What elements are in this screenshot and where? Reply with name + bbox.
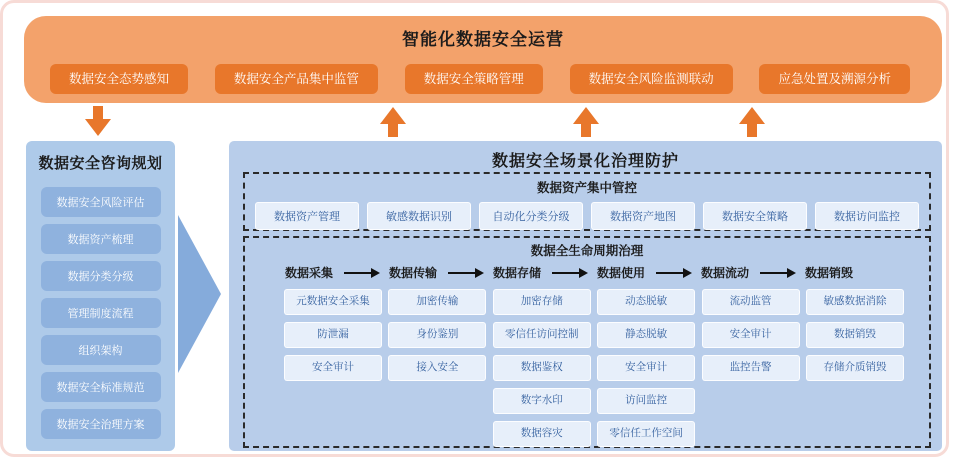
consulting-item: 数据安全治理方案 (41, 409, 161, 439)
governance-panel-title: 数据安全场景化治理防护 (491, 153, 679, 170)
asset-control-item: 数据资产地图 (591, 202, 695, 230)
capability-pill: 数据安全态势感知 (50, 64, 188, 94)
capability-pill: 数据安全策略管理 (405, 64, 543, 94)
asset-control-item: 敏感数据识别 (367, 202, 471, 230)
consulting-item: 组织架构 (41, 335, 161, 365)
lifecycle-item: 零信任访问控制 (493, 322, 591, 348)
lifecycle-columns (245, 281, 929, 447)
lifecycle-item: 监控告警 (702, 355, 800, 381)
lifecycle-item: 加密存储 (493, 289, 591, 315)
asset-control-item: 数据访问监控 (815, 202, 919, 230)
lifecycle-title: 数据全生命周期治理 (530, 244, 644, 258)
asset-control-item: 数据安全策略 (703, 202, 807, 230)
lifecycle-item: 数据销毁 (806, 322, 904, 348)
lifecycle-item: 访问监控 (597, 388, 695, 414)
consulting-items (26, 187, 175, 439)
capability-pill: 数据安全产品集中监管 (215, 64, 378, 94)
lifecycle-item: 接入安全 (388, 355, 486, 381)
consulting-item: 数据安全风险评估 (41, 187, 161, 217)
stage-label: 数据存储 (492, 266, 541, 280)
stage-arrow-icon (552, 272, 586, 274)
lifecycle-column-collection (287, 289, 379, 447)
asset-control-items (245, 196, 929, 230)
down-arrow-icon (85, 106, 111, 136)
lifecycle-item: 安全审计 (284, 355, 382, 381)
lifecycle-stage-row (245, 264, 929, 281)
lifecycle-column-storage (496, 289, 588, 447)
consulting-item: 数据分类分级 (41, 261, 161, 291)
lifecycle-item: 数据容灾 (493, 421, 591, 447)
lifecycle-item: 防泄漏 (284, 322, 382, 348)
consulting-item: 管理制度流程 (41, 298, 161, 328)
stage-arrow-icon (656, 272, 690, 274)
lifecycle-item: 敏感数据消除 (806, 289, 904, 315)
smart-operations-panel (24, 16, 942, 103)
capability-pill: 应急处置及溯源分析 (759, 64, 910, 94)
top-capabilities-row (50, 64, 910, 94)
stage-arrow-icon (760, 272, 794, 274)
lifecycle-item: 元数据安全采集 (284, 289, 382, 315)
lifecycle-item: 安全审计 (702, 322, 800, 348)
lifecycle-column-transmission (391, 289, 483, 447)
stage-arrow-icon (448, 272, 482, 274)
up-arrow-icon (573, 107, 599, 137)
right-flow-arrow-icon (178, 215, 221, 373)
stage-arrow-icon (344, 272, 378, 274)
stage-label: 数据采集 (284, 266, 333, 280)
consulting-panel-title: 数据安全咨询规划 (38, 155, 163, 172)
stage-label: 数据传输 (388, 266, 437, 280)
stage-label: 数据使用 (597, 266, 646, 280)
up-arrow-icon (739, 107, 765, 137)
asset-control-item: 自动化分类分级 (479, 202, 583, 230)
top-panel-title: 智能化数据安全运营 (402, 30, 564, 49)
governance-panel (229, 141, 942, 451)
lifecycle-box (243, 236, 931, 448)
consulting-item: 数据安全标准规范 (41, 372, 161, 402)
asset-control-title: 数据资产集中管控 (536, 181, 637, 195)
lifecycle-column-destruction (809, 289, 901, 447)
lifecycle-item: 加密传输 (388, 289, 486, 315)
lifecycle-item: 动态脱敏 (597, 289, 695, 315)
up-arrow-icon (380, 107, 406, 137)
capability-pill: 数据安全风险监测联动 (570, 64, 733, 94)
consulting-panel (26, 141, 175, 451)
consulting-item: 数据资产梳理 (41, 224, 161, 254)
stage-label: 数据流动 (701, 266, 750, 280)
lifecycle-item: 流动监管 (702, 289, 800, 315)
lifecycle-item: 零信任工作空间 (597, 421, 695, 447)
stage-label: 数据销毁 (805, 266, 854, 280)
asset-control-box (243, 172, 931, 231)
lifecycle-column-flow (705, 289, 797, 447)
asset-control-item: 数据资产管理 (255, 202, 359, 230)
lifecycle-item: 静态脱敏 (597, 322, 695, 348)
lifecycle-item: 存储介质销毁 (806, 355, 904, 381)
lifecycle-item: 数字水印 (493, 388, 591, 414)
lifecycle-item: 数据鉴权 (493, 355, 591, 381)
lifecycle-item: 身份鉴别 (388, 322, 486, 348)
lifecycle-item: 安全审计 (597, 355, 695, 381)
lifecycle-column-usage (600, 289, 692, 447)
